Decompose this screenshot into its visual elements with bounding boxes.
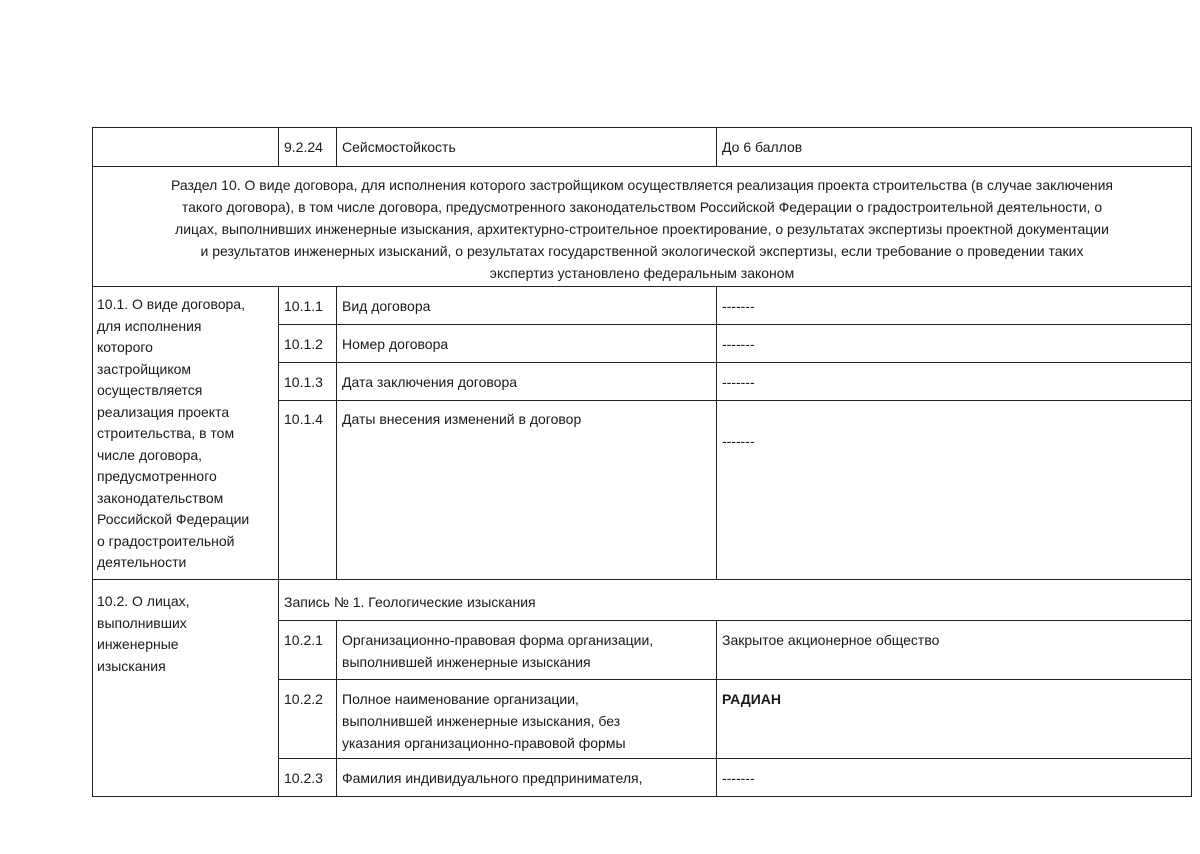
group-label-line: выполнивших [97,614,187,631]
section-heading-line: такого договора), в том числе договора, предусмотренного законодательством Российской Федерации о градостроительной деятельности, о [181,199,1103,215]
group-label-line: числе договора, [97,446,203,463]
divider [278,758,1192,759]
row-code: 10.1.1 [284,298,323,314]
row-value: ------- [722,770,755,786]
row-label: Дата заключения договора [342,374,518,390]
divider [92,579,1192,580]
group-label-line: изыскания [97,657,166,674]
row-label [342,688,626,754]
row-code: 10.1.4 [284,411,323,427]
divider [336,127,337,167]
row-label: Даты внесения изменений в договор [342,411,582,427]
divider [716,286,717,580]
divider [278,127,279,167]
record-title: Запись № 1. Геологические изыскания [284,594,536,610]
section-heading-line: экспертиз установлено федеральным законом [489,265,795,281]
row-code: 10.2.1 [284,632,323,648]
divider [278,324,1192,325]
divider [278,679,1192,680]
row-value: До 6 баллов [722,139,803,155]
row-code: 9.2.24 [284,139,323,155]
row-label-line: указания организационно-правовой формы [342,735,626,751]
row-label: Номер договора [342,336,449,352]
divider [278,400,1192,401]
group-label-line: инженерные [97,636,179,652]
group-label-line: строительства, в том [97,425,235,441]
section-heading-line: лицах, выполнивших инженерные изыскания, архитектурно-строительное проектирование, о результатах экспертизы проектной документации [175,221,1109,237]
divider [716,620,717,797]
group-label-line: о градостроительной [97,532,235,549]
group-label-line: которого [97,339,153,355]
section-heading-line: и результатов инженерных изысканий, о результатах государственной экологической экспертизы, если требование о проведении таких [200,243,1084,259]
group-label-line: Российской Федерации [97,511,250,527]
row-label: Вид договора [342,298,431,314]
row-label: Сейсмостойкость [342,139,456,155]
row-value: РАДИАН [722,691,781,707]
divider [716,127,717,167]
divider [336,286,337,580]
group-label-line: деятельности [97,554,187,570]
row-value: ------- [722,336,755,352]
group-label-line: для исполнения [97,317,202,334]
row-label-line: Организационно-правовая форма организации, [342,632,654,648]
row-label-line: выполнившей инженерные изыскания [342,654,591,670]
group-label-line: 10.1. О виде договора, [97,296,245,312]
row-label [342,629,653,673]
divider [278,579,279,797]
divider [92,166,1192,167]
group-label-line: реализация проекта [97,403,230,420]
row-code: 10.1.3 [284,374,323,390]
group-label-line: застройщиком [97,360,192,377]
table-border-top [92,127,1192,128]
group-label-10-1 [97,294,249,574]
row-value: Закрытое акционерное общество [722,632,940,648]
divider [278,620,1192,621]
row-value: ------- [722,374,755,390]
row-label-line: выполнившей инженерные изыскания, без [342,713,621,729]
row-code: 10.1.2 [284,336,323,352]
row-code: 10.2.3 [284,770,323,786]
divider [336,620,337,797]
group-label-line: осуществляется [97,382,203,398]
group-label-line: законодательством [97,489,224,506]
row-value: ------- [722,298,755,314]
divider [278,362,1192,363]
table-border-left [92,127,93,167]
group-label-10-2 [97,591,190,677]
table-border-bottom [92,796,1192,797]
group-label-line: предусмотренного [97,468,217,484]
row-label: Фамилия индивидуального предпринимателя, [342,770,643,786]
group-label-line: 10.2. О лицах, [97,593,190,609]
divider [278,286,279,580]
section-heading-line: Раздел 10. О виде договора, для исполнения которого застройщиком осуществляется реализация проекта строительства (в случае заключения [171,177,1113,193]
divider [92,286,1192,287]
row-value: ------- [722,433,755,449]
row-code: 10.2.2 [284,691,323,707]
row-label-line: Полное наименование организации, [342,691,579,707]
